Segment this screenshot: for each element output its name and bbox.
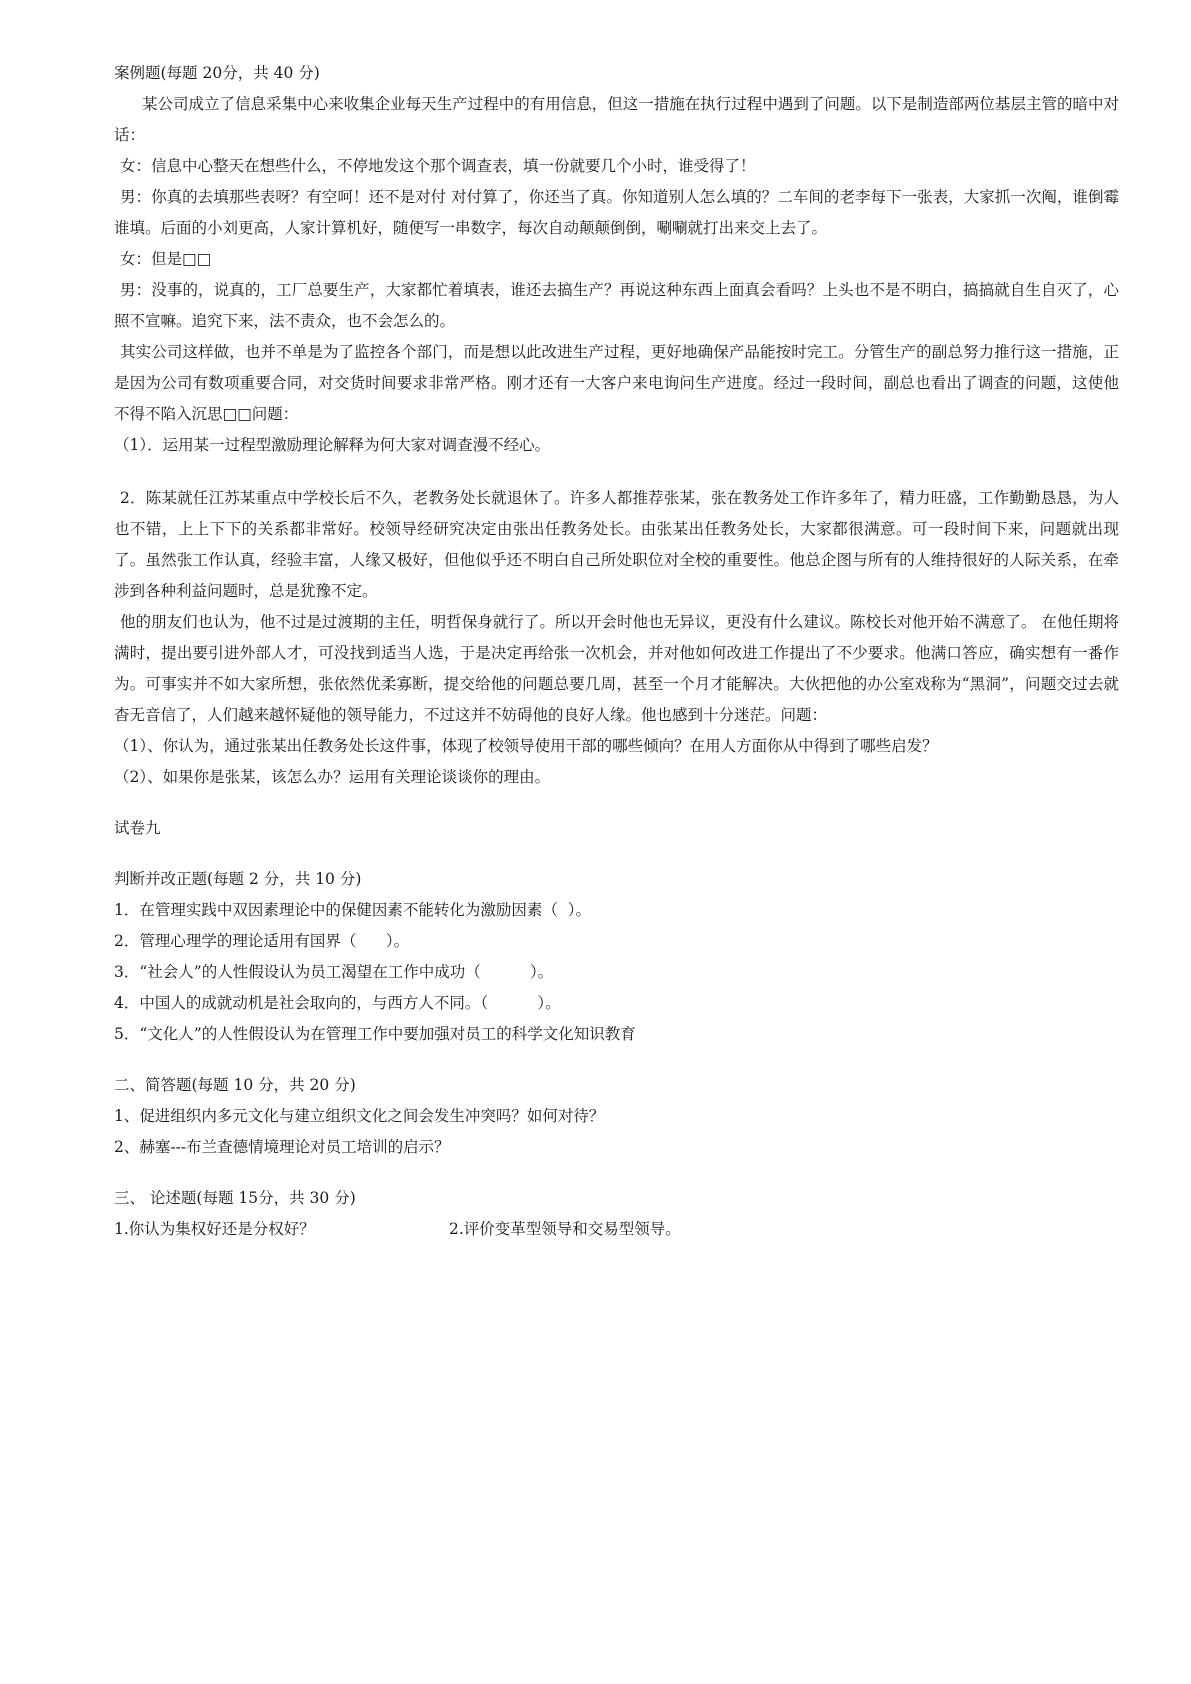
case2-paragraph-2: 他的朋友们也认为，他不过是过渡期的主任，明哲保身就行了。所以开会时他也无异议，更没有什么建议。陈校长对他开始不满意了。 在他任期将满时，提出要引进外部人才，可没找到适当人选，于是决定再给张一次机会，并对他如何改进工作提出了不少要求。他满口答应，确实想有一番作为。可事实并不如大家所想，张依然优柔寡断，提交给他的问题总要几周，甚至一个月才能解决。大伙把他的办公室戏称为“黑洞”，问题交过去就杳无音信了，人们越来越怀疑他的领导能力，不过这并不妨碍他的良好人缘。他也感到十分迷茫。问题： (114, 613, 1119, 724)
exam-title: 试卷九 (114, 819, 161, 837)
judge-item-1: 1．在管理实践中双因素理论中的保健因素不能转化为激励因素（ ）。 (114, 901, 591, 919)
judge-item-3: 3．“社会人”的人性假设认为员工渴望在工作中成功（ ）。 (114, 963, 554, 981)
case1-dialogue-female-1: 女：信息中心整天在想些什么，不停地发这个那个调查表，填一份就要几个小时，谁受得了！ (120, 157, 756, 175)
short-answer-item-1: 1、促进组织内多元文化与建立组织文化之间会发生冲突吗？如何对待？ (114, 1107, 605, 1125)
case2-question-1: （1）、你认为，通过张某出任教务处长这件事，体现了校领导使用干部的哪些倾向？在用人方面你从中得到了哪些启发？ (114, 737, 938, 755)
case1-dialogue-male-2: 男：没事的，说真的，工厂总要生产，大家都忙着填表，谁还去搞生产？再说这种东西上面真会看吗？上头也不是不明白，搞搞就自生自灭了，心照不宣嘛。追究下来，法不责众，也不会怎么的。 (114, 281, 1119, 330)
case-section-heading: 案例题(每题 20分，共 40 分) (114, 64, 320, 82)
case1-background: 其实公司这样做，也并不单是为了监控各个部门，而是想以此改进生产过程，更好地确保产品能按时完工。分管生产的副总努力推行这一措施，正是因为公司有数项重要合同，对交货时间要求非常严格。刚才还有一大客户来电询问生产进度。经过一段时间，副总也看出了调查的问题，这使他不得不陷入沉思□□问题： (114, 343, 1119, 423)
judge-section-heading: 判断并改正题(每题 2 分，共 10 分) (114, 870, 362, 888)
case1-dialogue-female-2: 女：但是□□ (120, 250, 212, 268)
judge-item-5: 5．“文化人”的人性假设认为在管理工作中要加强对员工的科学文化知识教育 (114, 1025, 636, 1043)
essay-item-2: 2.评价变革型领导和交易型领导。 (449, 1220, 681, 1238)
short-answer-item-2: 2、赫塞---布兰查德情境理论对员工培训的启示？ (114, 1138, 450, 1156)
case1-dialogue-male-1: 男：你真的去填那些表呀？有空呵！还不是对付 对付算了，你还当了真。你知道别人怎么填的？二车间的老李每下一张表，大家抓一次阄，谁倒霉谁填。后面的小刘更高，人家计算机好，随便写一串数字，每次自动颠颠倒倒，唰唰就打出来交上去了。 (114, 188, 1119, 237)
case1-question-1: （1）．运用某一过程型激励理论解释为何大家对调查漫不经心。 (114, 436, 551, 454)
case2-paragraph-1: 2．陈某就任江苏某重点中学校长后不久，老教务处长就退休了。许多人都推荐张某，张在教务处工作许多年了，精力旺盛，工作勤勤恳恳，为人也不错，上上下下的关系都非常好。校领导经研究决定由张出任教务处长。由张某出任教务处长，大家都很满意。可一段时间下来，问题就出现了。虽然张工作认真，经验丰富，人缘又极好，但他似乎还不明白自己所处职位对全校的重要性。他总企图与所有的人维持很好的人际关系，在牵涉到各种利益问题时，总是犹豫不定。 (114, 489, 1119, 600)
essay-items-row (114, 1214, 1119, 1245)
case1-intro: 某公司成立了信息采集中心来收集企业每天生产过程中的有用信息，但这一措施在执行过程中遇到了问题。以下是制造部两位基层主管的暗中对话： (114, 95, 1119, 144)
judge-item-4: 4．中国人的成就动机是社会取向的，与西方人不同。（ ）。 (114, 994, 561, 1012)
judge-item-2: 2．管理心理学的理论适用有国界（ ）。 (114, 932, 410, 950)
essay-item-1: 1.你认为集权好还是分权好？ (114, 1220, 315, 1238)
essay-section-heading: 三、 论述题(每题 15分，共 30 分) (114, 1189, 356, 1207)
case2-question-2: （2）、如果你是张某，该怎么办？运用有关理论谈谈你的理由。 (114, 768, 551, 786)
short-answer-heading: 二、简答题(每题 10 分，共 20 分) (114, 1076, 356, 1094)
